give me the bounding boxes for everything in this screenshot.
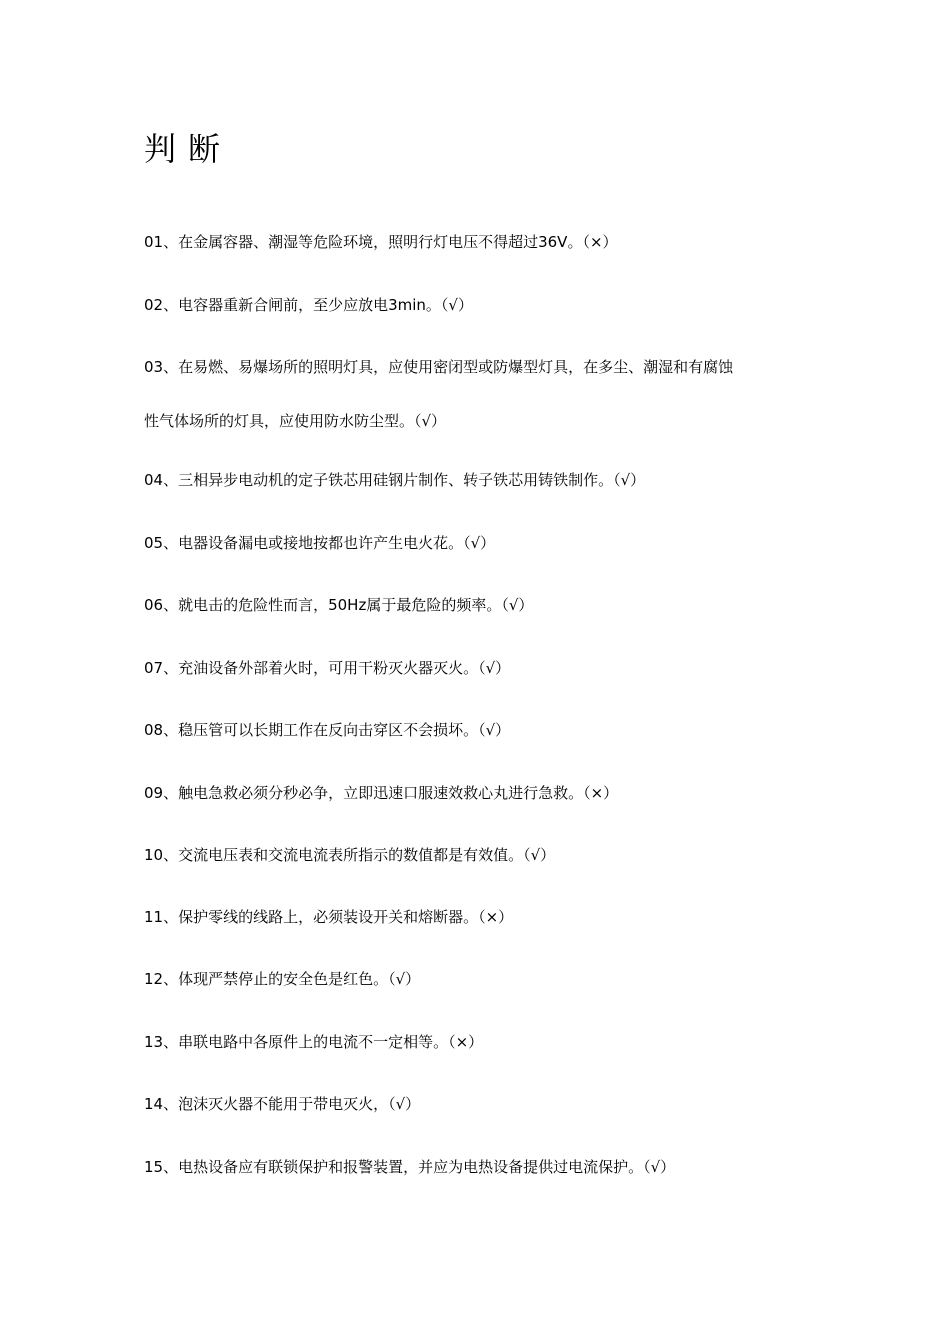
question-11: 11、保护零线的线路上，必须装设开关和熔断器。（×） xyxy=(144,908,514,926)
question-07: 07、充油设备外部着火时，可用干粉灭火器灭火。（√） xyxy=(144,659,511,677)
question-13: 13、串联电路中各原件上的电流不一定相等。（×） xyxy=(144,1033,484,1051)
question-14: 14、泡沫灭火器不能用于带电灭火，（√） xyxy=(144,1095,421,1113)
question-10: 10、交流电压表和交流电流表所指示的数值都是有效值。（√） xyxy=(144,846,556,864)
question-06: 06、就电击的危险性而言，50Hz属于最危险的频率。（√） xyxy=(144,596,534,614)
question-03-line2: 性气体场所的灯具，应使用防水防尘型。（√） xyxy=(144,412,447,430)
page-title: 判断 xyxy=(144,130,233,168)
question-09: 09、触电急救必须分秒必争，立即迅速口服速效救心丸进行急救。（×） xyxy=(144,784,619,802)
question-12: 12、体现严禁停止的安全色是红色。（√） xyxy=(144,970,421,988)
question-05: 05、电器设备漏电或接地按都也许产生电火花。（√） xyxy=(144,534,496,552)
question-03-line1: 03、在易燃、易爆场所的照明灯具，应使用密闭型或防爆型灯具，在多尘、潮湿和有腐蚀 xyxy=(144,358,734,376)
question-04: 04、三相异步电动机的定子铁芯用硅钢片制作、转子铁芯用铸铁制作。（√） xyxy=(144,471,646,489)
question-02: 02、电容器重新合闸前，至少应放电3min。（√） xyxy=(144,296,473,314)
question-08: 08、稳压管可以长期工作在反向击穿区不会损坏。（√） xyxy=(144,721,511,739)
question-01: 01、在金属容器、潮湿等危险环境，照明行灯电压不得超过36V。（×） xyxy=(144,233,618,251)
question-15: 15、电热设备应有联锁保护和报警装置，并应为电热设备提供过电流保护。（√） xyxy=(144,1158,676,1176)
